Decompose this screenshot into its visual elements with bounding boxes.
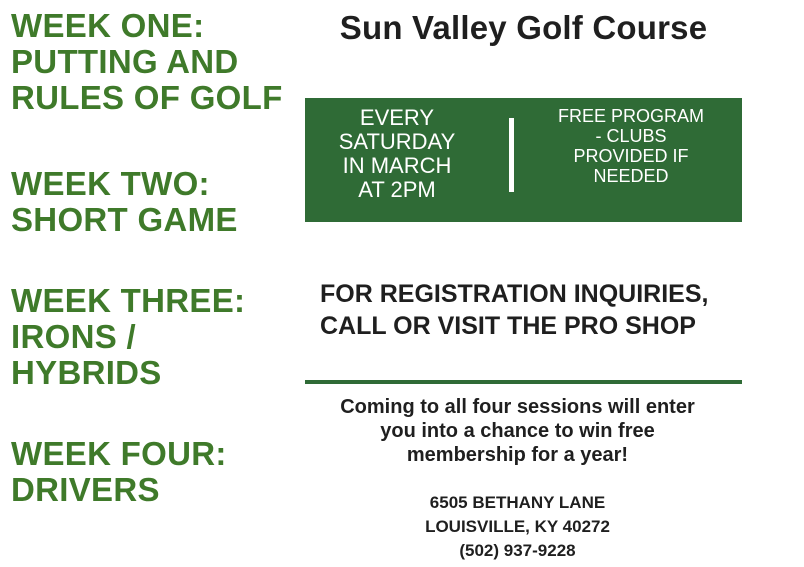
page-title: Sun Valley Golf Course xyxy=(339,9,708,46)
banner-divider xyxy=(509,118,514,192)
program-text: FREE PROGRAM - CLUBS PROVIDED IF NEEDED xyxy=(557,106,704,186)
address-street: 6505 BETHANY LANE xyxy=(429,493,606,512)
address-city: LOUISVILLE, KY 40272 xyxy=(425,517,610,536)
promo-text: Coming to all four sessions will enter you into a chance to win free membership for a year! xyxy=(340,396,695,466)
week-one-heading: WEEK ONE: PUTTING AND RULES OF GOLF xyxy=(11,7,283,116)
section-divider xyxy=(305,380,742,384)
schedule-text: EVERY SATURDAY IN MARCH AT 2PM xyxy=(338,105,456,202)
registration-notice: FOR REGISTRATION INQUIRIES, CALL OR VISIT THE PRO SHOP xyxy=(320,280,709,340)
schedule-banner xyxy=(305,98,742,222)
week-three-heading: WEEK THREE: IRONS / HYBRIDS xyxy=(11,282,246,391)
week-four-heading: WEEK FOUR: DRIVERS xyxy=(11,435,227,508)
address-phone: (502) 937-9228 xyxy=(459,541,576,560)
contact-address xyxy=(305,491,730,563)
week-two-heading: WEEK TWO: SHORT GAME xyxy=(11,165,238,238)
